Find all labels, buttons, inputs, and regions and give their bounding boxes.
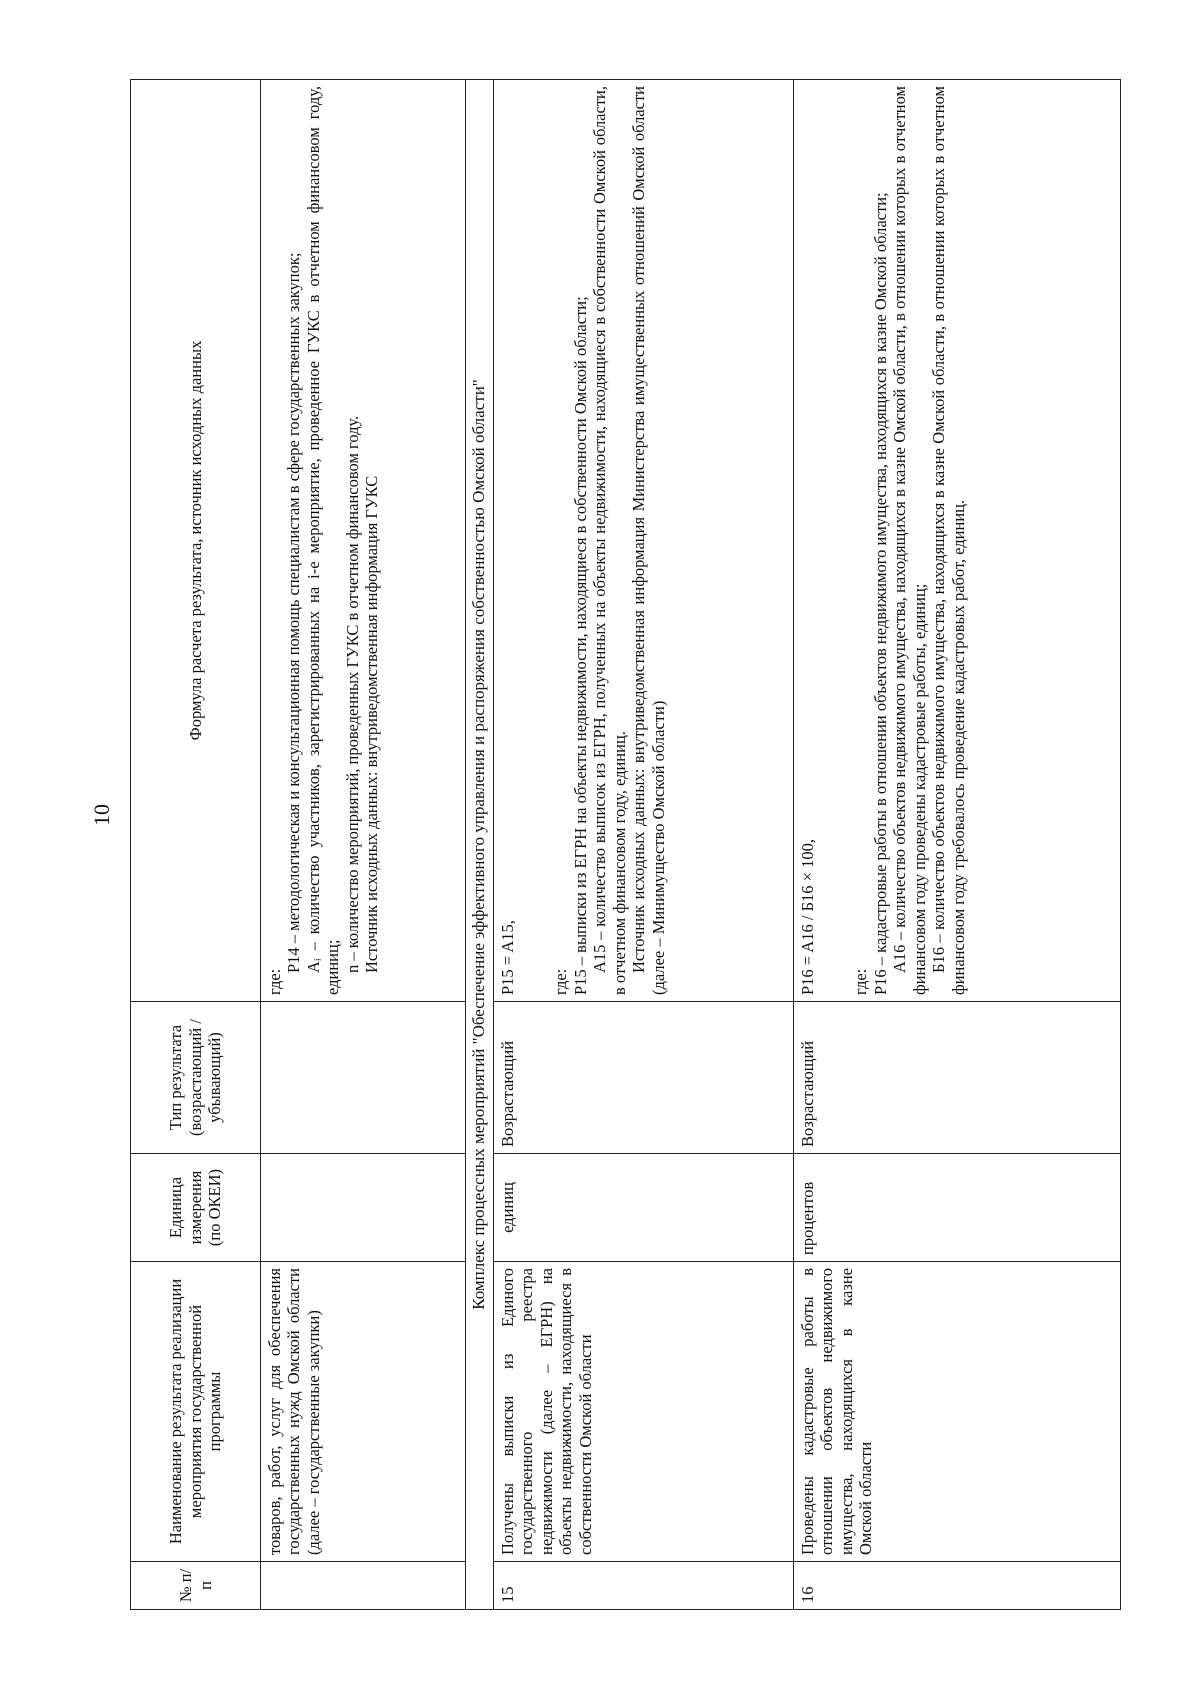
row-name: Проведены кадастровые работы в отношении объектов недвижимого имущества, находящихся в казне Омской области: [794, 1262, 1121, 1562]
cont-source: Источник исходных данных: внутриведомственная информация ГУКС: [362, 475, 382, 973]
table-row: [794, 80, 1121, 1610]
row-type: Возрастающий: [494, 1002, 794, 1154]
cont-type: [261, 1002, 466, 1154]
formula-gap: [517, 86, 551, 995]
results-table: [130, 79, 1121, 1610]
cont-num: [261, 1562, 466, 1610]
formula-expression: P16 = A16 / Б16 × 100,: [798, 839, 817, 995]
header-name: Наименование результата реализации мероприятия государственной программы: [131, 1262, 261, 1562]
row-type: Возрастающий: [794, 1002, 1121, 1154]
formula-where: где:: [851, 968, 871, 995]
cont-line: P14 – методологическая и консультационная помощь специалистам в сфере государственных закупок;: [284, 252, 304, 973]
formula-expression: P15 = A15,: [498, 920, 517, 995]
section-title: Комплекс процессных мероприятий "Обеспечение эффективного управления и распоряжения собственностью Омской области": [466, 80, 494, 1610]
cont-name: товаров, работ, услуг для обеспечения государственных нужд Омской области (далее – государственные закупки): [261, 1262, 466, 1562]
header-formula: Формула расчета результата, источник исходных данных: [131, 80, 261, 1002]
row-formula: [494, 80, 794, 1002]
cont-formula: [261, 80, 466, 1002]
row-unit: единиц: [494, 1154, 794, 1262]
rotated-table-wrapper: [130, 80, 1120, 1610]
formula-line: P15 – выписки из ЕГРН на объекты недвижимости, находящиеся в собственности Омской области;: [570, 296, 590, 995]
header-unit: Единица измерения (по ОКЕИ): [131, 1154, 261, 1262]
table-header-row: [131, 80, 261, 1610]
row-unit: процентов: [794, 1154, 1121, 1262]
cont-where: где:: [265, 968, 284, 995]
table-row-continued: [261, 80, 466, 1610]
formula-line: Б16 – количество объектов недвижимого имущества, находящихся в казне Омской области, в отношении которых в отчетном финансовом году требовалось проведение кадастровых работ, единиц.: [929, 86, 968, 995]
row-num: 15: [494, 1562, 794, 1610]
page-number: 10: [89, 804, 114, 826]
formula-gap: [817, 86, 851, 995]
row-num: 16: [794, 1562, 1121, 1610]
formula-source: Источник исходных данных: внутриведомственная информация Министерства имущественных отношений Омской области (далее – Минимущество Омской области): [629, 86, 668, 995]
formula-line: P16 – кадастровые работы в отношении объектов недвижимого имущества, находящихся в казне Омской области;: [870, 192, 890, 995]
table-row: [494, 80, 794, 1610]
formula-line: A16 – количество объектов недвижимого имущества, находящихся в казне Омской области, в отношении которых в отчетном финансовом году проведены кадастровые работы, единиц;: [890, 86, 929, 995]
section-row: [466, 80, 494, 1610]
formula-line: A15 – количество выписок из ЕГРН, полученных на объекты недвижимости, находящиеся в собственности Омской области, в отчетном финансовом году, единиц.: [590, 86, 629, 995]
formula-where: где:: [551, 968, 571, 995]
row-name: Получены выписки из Единого государственного реестра недвижимости (далее – ЕГРН) на объекты недвижимости, находящиеся в собственности Омской области: [494, 1262, 794, 1562]
header-num: № п/п: [131, 1562, 261, 1610]
cont-unit: [261, 1154, 466, 1262]
row-formula: [794, 80, 1121, 1002]
header-type: Тип результата (возрастающий / убывающий): [131, 1002, 261, 1154]
cont-line: Aᵢ – количество участников, зарегистрированных на i-е мероприятие, проведенное ГУКС в отчетном финансовом году, единиц;: [303, 86, 343, 995]
cont-line: n – количество мероприятий, проведенных ГУКС в отчетном финансовом году.: [342, 415, 362, 973]
